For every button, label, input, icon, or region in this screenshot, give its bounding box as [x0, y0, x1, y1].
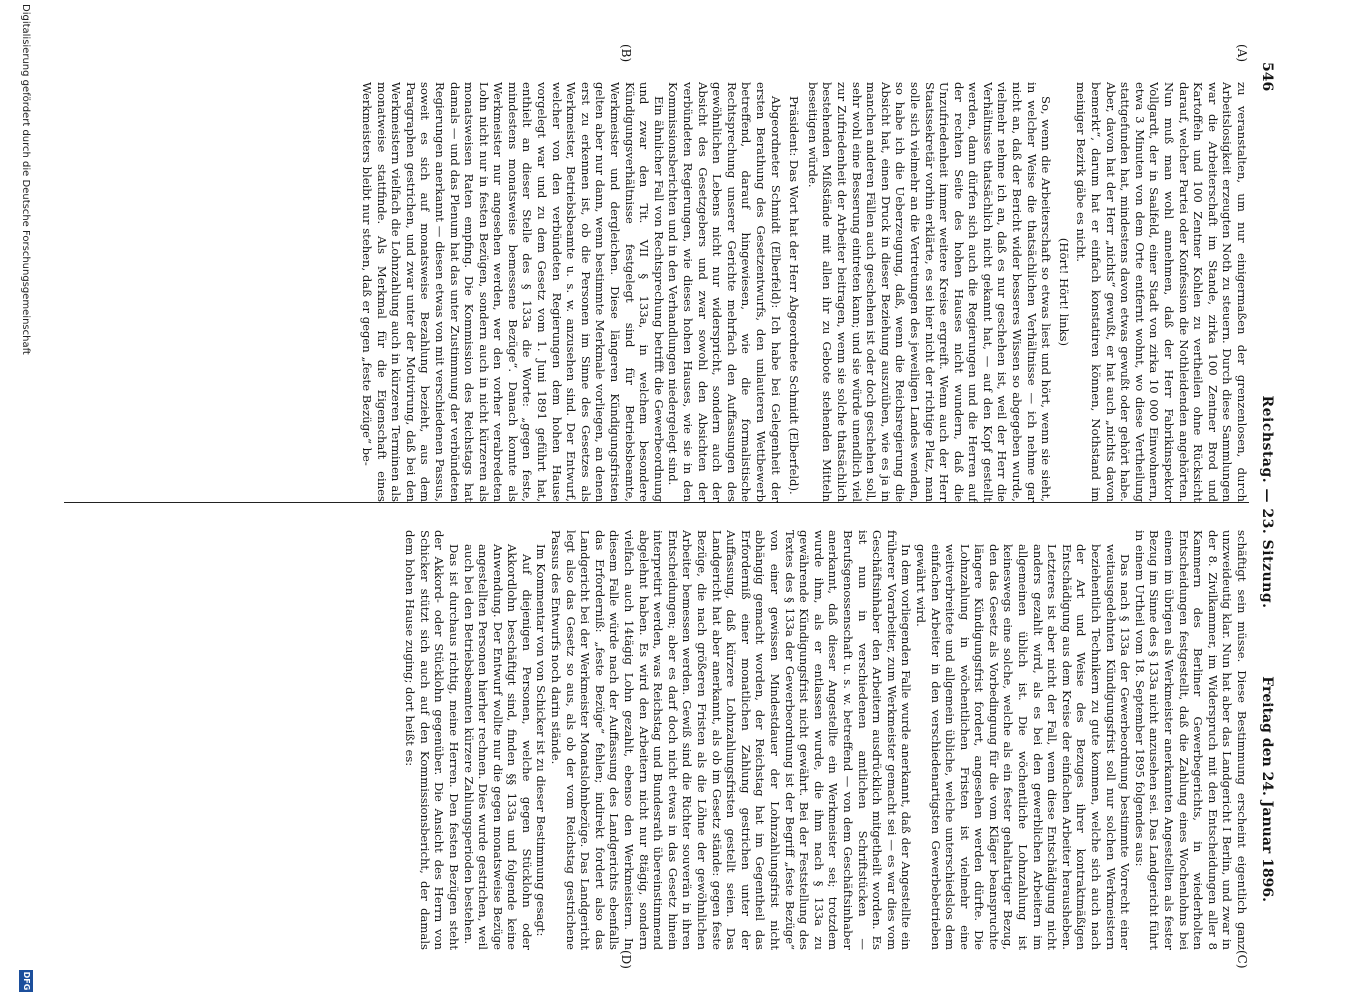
column-divider [64, 502, 1249, 503]
left-column [64, 82, 1249, 502]
running-title: Reichstag. — 23. Sitzung. [1259, 395, 1275, 609]
paragraph: Im Kommentar von von Schicker ist zu dieser Bestimmung gesagt: [534, 544, 549, 937]
paragraph: So, wenn die Arbeiterschaft so etwas liest und hört, wenn sie sieht, in welcher Weise die thatsächlichen Verhältnisse — ich nehme gar nicht an, daß der Bericht wider besseres Wissen so abgegeben wurde, vielmehr nehme ich an, daß es nur geschehen ist, weil der Herr die Verhältnisse thatsächlich nicht gekannt hat, — auf den Kopf gestellt werden, dann dürfen sich auch die Regierungen und die Herren auf der rechten Seite des hohen Hauses nicht wundern, daß die Unzufriedenheit immer weitere Kreise ergreift. Wenn auch der Herr Staatssekretär vorhin erklärte, es sei hier nicht der richtige Platz, man solle sich vielmehr an die Vertretungen des jeweiligen Landes wenden, so habe ich die Ueberzeugung, daß, wenn die Reichsregierung die Absicht hat, einen Druck in dieser Beziehung auszuüben, wie es ja in manchen anderen Fällen auch geschehen ist oder doch geschehen soll, sehr wohl eine Besserung eintreten kann; und sie würde unendlich viel zur Zufriedenheit der Arbeiter beitragen, wenn sie solche thatsächlich bestehenden Mißstände mit allen ihr zu Gebote stehenden Mitteln beseitigen würde. [805, 82, 1054, 502]
paragraph: Abgeordneter Schmidt (Elberfeld): Ich habe bei Gelegenheit der ersten Berathung des Gesetzentwurfs, den unlauteren Wettbewerb betreffend, darauf hingewiesen, wie die formalistische Rechtsprechung unserer Gerichte mehrfach den Auffassungen des gewöhnlichen Lebens nicht nur widerspricht, sondern auch der Absicht des Gesetzgebers und zwar sowohl den Absichten der verbündeten Regierungen, wie dieses hohen Hauses, wie sie in den Kommissionsberichten und in den Verhandlungen niedergelegt sind. [666, 82, 783, 502]
dfg-logo: DFG [19, 970, 33, 992]
paragraph: Ein ähnlicher Fall von Rechtsprechung betrifft die Gewerbeordnung und zwar den Tit. VII § 133a, in welchem besondere Kündigungsverhältnisse festgelegt sind für Betriebsbeamte, Werkmeister und dergleichen. Diese längeren Kündigungsfristen gelten aber nur dann, wenn bestimmte Merkmale vorliegen, an denen erst zu erkennen ist, ob die Personen im Sinne des Gesetzes als Werkmeister, Betriebsbeamte u. s. w. anzusehen sind. Der Entwurf, welcher von den verbündeten Regierungen dem hohen Hause vorgelegt war und zu dem Gesetz vom 1. Juni 1891 geführt hat, enthielt an dieser Stelle des § 133a die Worte: „gegen feste, mindestens monatsweise bemessene Bezüge“. Danach konnte als Werkmeister nur angesehen werden, wer den vorher verabredeten Lohn nicht nur in festen Bezügen, sondern auch in nicht kürzeren als monatsweisen Raten empfing. Die Kommission des Reichstags hat damals — und das Plenum hat das unter Zustimmung der verbündeten Regierungen anerkannt — diesen etwas von mit verschiedenen Passus, soweit es sich auf monatsweise Bezahlung bezieht, aus dem Paragraphen gestrichen, und zwar unter der Motivirung, daß bei den Werkmeistern vielfach die Lohnzahlung auch in kürzeren Terminen als monatweise stattfinde. Als Merkmal für die Eigenschaft eines Werkmeisters bleibt nur stehen, daß er gegen „feste Bezüge“ be- [359, 82, 666, 502]
margin-mark-b: (B) [619, 44, 633, 63]
paragraph: In dem vorliegenden Falle wurde anerkannt, daß der Angestellte ein früherer Vorarbeiter, zum Werkmeister gemacht sei — es war dies vom Geschäftsinhaber den Arbeitern ausdrücklich mitgetheilt worden. Es ist nun in verschiedenen amtlichen Schriftstücken — Berufsgenossenschaft u. s. w. betreffend — von dem Geschäftsinhaber anerkannt, daß dieser Angestellte ein Werkmeister sei; trotzdem wurde ihm, als er entlassen wurde, die ihm nach § 133a zu gewährende Kündigungsfrist nicht gewährt. Bei der Feststellung des Textes des § 133a der Gewerbeordnung ist der Begriff „feste Bezüge“ von einer gewissen Mindestdauer der Lohnzahlungsfrist nicht abhängig gemacht worden, der Reichstag hat im Gegentheil das Erforderniß einer monatlichen Zahlung gestrichen unter der Auffassung, daß kürzere Lohnzahlungsfristen gestellt seien. Das Landgericht hat aber anerkannt, als ob im Gesetz stände: gegen feste Bezüge, die nach größeren Fristen als die Löhne der gewöhnlichen Arbeiter bemessen werden. Gewiß sind die Richter souverän in ihren Entscheidungen; aber es darf doch nicht etwas in das Gesetz hinein interpretirt werden, was Reichstag und Bundesrath übereinstimmend abgelehnt haben. Es wird den Arbeitern nicht nur 8tägig, sondern vielfach auch 14tägig Lohn gezahlt, ebenso den Werkmeistern. In diesem Falle würde nach der Auffassung des Landgerichts ebenfalls das Erforderniß: „feste Bezüge“ fehlen; indirekt fordert also das Landgericht bei der Werkmeister Monatslohnbezüge. Das Landgericht legt also das Gesetz so aus, als ob der vom Reichstag gestrichene Passus des Entwurfs noch darin stände. [549, 530, 914, 950]
right-column [64, 530, 1249, 950]
session-date: Freitag den 24. Januar 1896. [1259, 676, 1275, 902]
dfg-credit: Digitalisierung gefördert durch die Deutsche Forschungsgemeinschaft [20, 4, 31, 355]
paragraph: Das ist durchaus richtig, meine Herren. Den festen Bezügen steht der Akkord- oder Stücklohn gegenüber. Die Ansicht des Herrn von Schicker stützt sich auch auf den Kommissionsbericht, der damals dem hohen Hause zuging; dort heißt es: [403, 530, 461, 950]
paragraph: schäftigt sein müsse. Diese Bestimmung erscheint eigentlich ganz unzweideutig klar. Nun hat aber das Landgericht I Berlin, und zwar in der 8. Zivilkammer, im Widerspruch mit den Entscheidungen aller 8 Kammern des Berliner Gewerbegerichts, in wiederholten Entscheidungen festgestellt, daß die Zahlung eines Wochenlohns bei einem im übrigen als Werkmeister anerkannten Angestellten als fester Bezug im Sinne des § 133a nicht anzusehen sei. Das Landgericht führt in einem Urtheil vom 18. September 1895 folgendes aus: [1132, 530, 1249, 950]
president-statement: Präsident: Das Wort hat der Herr Abgeordnete Schmidt (Elberfeld). [787, 96, 802, 495]
margin-mark-d: (D) [619, 950, 633, 969]
interjection: (Hört! Hört! links) [1056, 237, 1071, 347]
page-header [1253, 62, 1275, 942]
margin-mark-a: (A) [1235, 44, 1249, 63]
court-quote: Das nach § 133a der Gewerbeordnung bestimmte Vorrecht einer weitausgedehnten Kündigungsfrist soll nur solchen Werkmeistern beziehentlich Technikern zu gute kommen, welche sich auch nach der Art und Weise des Bezuges ihrer kontraktmäßigen Entschädigung aus dem Kreise der einfachen Arbeiter herausheben. Letzteres ist aber nicht der Fall, wenn diese Entschädigung nicht anders gezahlt wird, als es bei den gewerblichen Arbeitern im allgemeinen üblich ist. Die wöchentliche Lohnzahlung ist keineswegs eine solche, welche als ein fester gehaltartiger Bezug, den das Gesetz als Vorbedingung für die vom Kläger beanspruchte längere Kündigungsfrist fordert, angesehen werden dürfte. Die Lohnzahlung in wöchentlichen Fristen ist vielmehr eine weitverbreitete und allgemein übliche, welche unterschiedslos dem einfachen Arbeiter in den verschiedenartigsten Gewerbebetrieben gewährt wird. [913, 544, 1133, 950]
page-number: 546 [1259, 62, 1275, 92]
margin-mark-c: (C) [1235, 950, 1249, 969]
commentary-quote: Auf diejenigen Personen, welche gegen Stücklohn oder Akkordlohn beschäftigt sind, finden §§ 133a und folgende keine Anwendung. Der Entwurf wollte nur die gegen monatsweise Bezüge angestellten Personen hierher rechnen. Dies wurde gestrichen, weil auch bei den Betriebsbeamten kürzere Zahlungsperioden bestehen. [461, 544, 534, 950]
paragraph: zu veranstalten, um nur einigermaßen der grenzenlosen, durch Arbeitslosigkeit erzeugten Noth zu steuern. Durch diese Sammlungen war die Arbeiterschaft im Stande, zirka 100 Zentner Brod und Kartoffeln und 100 Zentner Kohlen zu vertheilen ohne Rücksicht darauf, welcher Partei oder Konfession die Nothleidenden angehörten. Nun muß man wohl annehmen, daß der Herr Fabrikinspektor Vollgardt, der in Saalfeld, einer Stadt von zirka 10 000 Einwohnern, etwa 3 Minuten von dem Orte entfernt wohnt, wo diese Vertheilung stattgefunden hat, mindestens davon etwas gewußt oder gehört habe. Aber, davon hat der Herr „nichts“ gewußt, er hat auch „nichts davon bemerkt“, darum hat er einfach konstatiren können, Nothstand im meiniger Bezirk gäbe es nicht. [1074, 82, 1249, 502]
